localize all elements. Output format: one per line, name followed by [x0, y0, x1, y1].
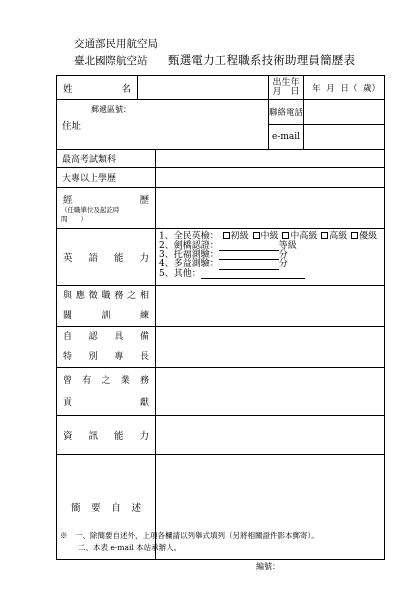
- note-1: ※ 一、除簡要自述外，上項各欄請以列舉式填列（另將相關證件影本郵寄）。: [60, 531, 319, 540]
- footer-notes: [60, 530, 319, 554]
- checkbox-beginner[interactable]: [223, 232, 230, 239]
- birth-label: 出生年 月 日: [269, 76, 304, 100]
- skills-input-cell[interactable]: [156, 327, 385, 368]
- resume-form-table: [56, 75, 385, 560]
- cambridge-field[interactable]: [219, 244, 279, 251]
- it-skills-label: 資 訊 能 力: [57, 416, 156, 455]
- experience-row: [57, 188, 385, 229]
- toefl-field[interactable]: [219, 253, 279, 260]
- contribution-row: [57, 368, 385, 416]
- name-row: [57, 76, 385, 100]
- it-skills-input-cell[interactable]: [156, 416, 385, 455]
- it-skills-row: [57, 416, 385, 455]
- phone-input-cell[interactable]: [304, 100, 385, 125]
- name-label: 姓 名: [57, 76, 138, 100]
- education-row: [57, 168, 385, 188]
- serial-number-label: 編號：: [256, 562, 280, 571]
- other-field[interactable]: [201, 272, 305, 279]
- form-title: 甄選電力工程職系技術助理員簡歷表: [168, 53, 356, 67]
- header-organization: [74, 36, 158, 70]
- skills-label: 自 認 具 備 特 別 專 長: [57, 327, 156, 368]
- checkbox-high-intermediate[interactable]: [282, 232, 289, 239]
- experience-label: 經 歷 （任職單位及起訖時 間 ）: [57, 188, 156, 229]
- address-cell[interactable]: [57, 100, 269, 150]
- checkbox-superior[interactable]: [351, 232, 358, 239]
- english-row: [57, 229, 385, 286]
- address-label: 住址: [62, 120, 82, 132]
- checkbox-intermediate[interactable]: [253, 232, 260, 239]
- self-intro-label: 簡 要 自 述: [57, 455, 156, 560]
- address-row-1: [57, 100, 385, 125]
- cambridge-line: 2、劍橋認證： 等級: [159, 240, 297, 251]
- email-input-cell[interactable]: [304, 125, 385, 150]
- other-line: 5、其他：: [159, 270, 384, 279]
- email-label: e-mail: [269, 125, 304, 150]
- postal-code-label: 郵遞區號：: [91, 105, 131, 114]
- org-line-1: 交通部民用航空局: [74, 38, 158, 50]
- training-row: [57, 286, 385, 327]
- org-line-2: 臺北國際航空站: [74, 55, 148, 67]
- contribution-label: 曾 有 之 業 務 貢 獻: [57, 368, 156, 416]
- skills-row: [57, 327, 385, 368]
- education-input-cell[interactable]: [156, 168, 385, 188]
- birth-input-cell[interactable]: 年 月 日（ 歲）: [304, 76, 385, 100]
- name-input-cell[interactable]: [138, 76, 269, 100]
- exam-input-cell[interactable]: [156, 150, 385, 168]
- education-label: 大專以上學歷: [57, 168, 156, 188]
- training-input-cell[interactable]: [156, 286, 385, 327]
- checkbox-advanced[interactable]: [321, 232, 328, 239]
- contribution-input-cell[interactable]: [156, 368, 385, 416]
- toeic-line: 4、多益測驗： 分: [159, 259, 288, 270]
- gept-line: 1、全民英檢： 初級 中級 中高級 高級 優級: [159, 231, 378, 242]
- phone-label: 聯絡電話: [269, 100, 304, 125]
- note-2: 二、本表 e-mail 本站承辦人。: [78, 543, 182, 552]
- toefl-line: 3、托福測驗： 分: [159, 250, 288, 261]
- exam-row: [57, 150, 385, 168]
- exam-label: 最高考試類科: [57, 150, 156, 168]
- training-label: 與 應 徵 職 務 之 相 關 訓 練: [57, 286, 156, 327]
- english-label: 英 語 能 力: [57, 229, 156, 286]
- toeic-field[interactable]: [219, 263, 279, 270]
- experience-input-cell[interactable]: [156, 188, 385, 229]
- english-options: [156, 229, 385, 286]
